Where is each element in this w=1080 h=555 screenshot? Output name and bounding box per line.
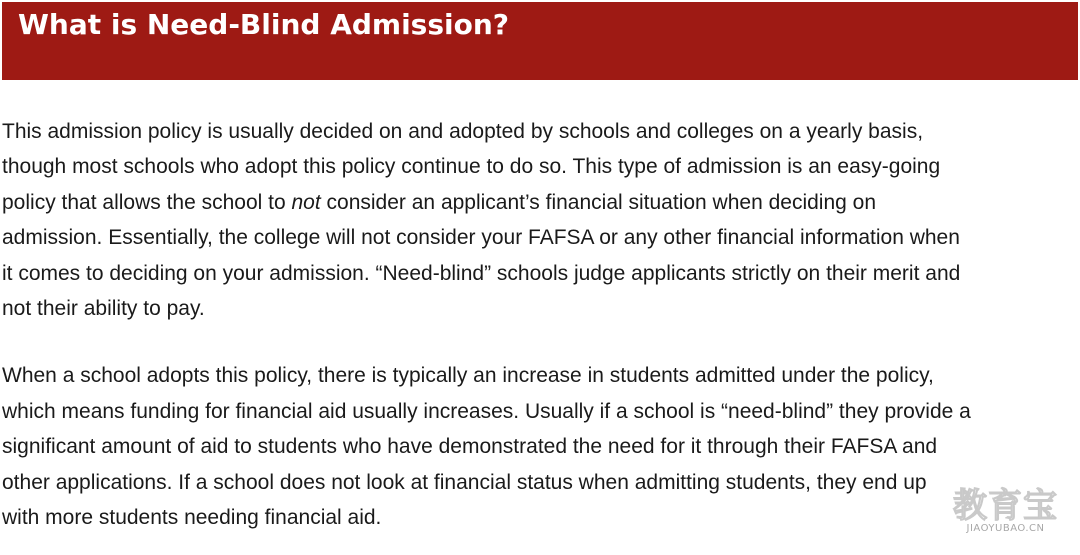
text-line — [2, 185, 1080, 220]
text-line: with more students needing financial aid. — [2, 506, 382, 530]
text-line: other applications. If a school does not look at financial status when admitting students, they end up — [2, 470, 927, 494]
text-line: though most schools who adopt this policy continue to do so. This type of admission is an easy-going — [2, 155, 941, 179]
header-banner — [2, 2, 1078, 80]
text-line: admission. Essentially, the college will not consider your FAFSA or any other financial information when — [2, 226, 960, 250]
text-line: When a school adopts this policy, there is typically an increase in students admitted under the policy, — [2, 364, 934, 388]
text-line: not their ability to pay. — [2, 297, 205, 321]
emphasis-not: not — [291, 190, 321, 214]
text-segment: policy that allows the school to — [2, 190, 292, 214]
article-body — [2, 114, 1080, 535]
text-segment: consider an applicant’s financial situation when deciding on — [320, 190, 877, 214]
watermark-url: JIAOYUBAO.CN — [966, 523, 1045, 534]
paragraph-2 — [2, 358, 1080, 535]
text-line: significant amount of aid to students who have demonstrated the need for it through their FAFSA and — [2, 435, 938, 459]
text-line: it comes to deciding on your admission. “Need-blind” schools judge applicants strictly on their merit and — [2, 261, 961, 285]
page-title: What is Need-Blind Admission? — [18, 8, 510, 41]
paragraph-1 — [2, 114, 1080, 326]
watermark-logo-text: 教育宝 — [953, 486, 1058, 526]
text-line: This admission policy is usually decided on and adopted by schools and colleges on a yearly basis, — [2, 120, 924, 143]
text-line: which means funding for financial aid usually increases. Usually if a school is “need-blind” they provide a — [2, 399, 971, 423]
